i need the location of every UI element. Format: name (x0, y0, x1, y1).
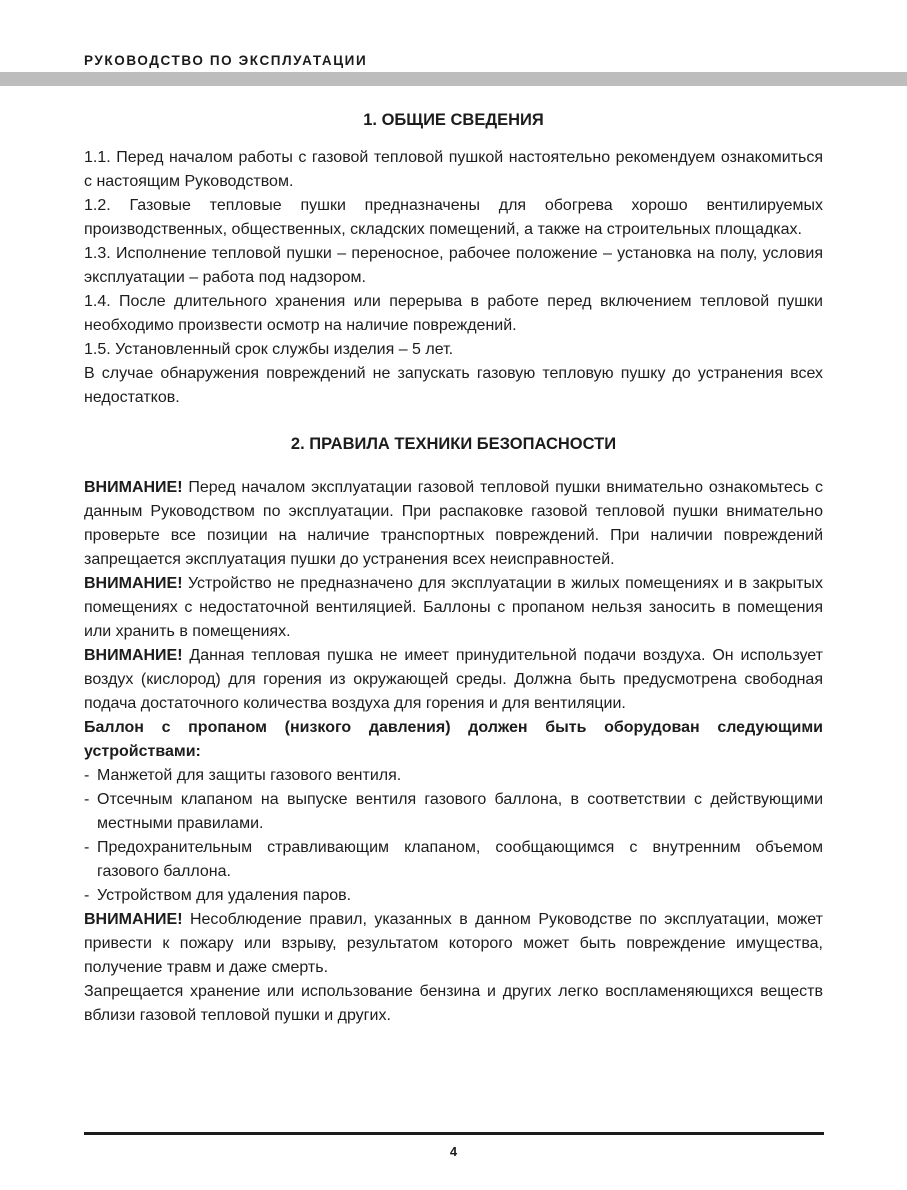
section-2-title: 2. ПРАВИЛА ТЕХНИКИ БЕЗОПАСНОСТИ (290, 435, 617, 453)
list-dash: - (84, 791, 90, 808)
footer-rule (84, 1132, 824, 1135)
final-warning-paragraph (84, 908, 823, 980)
warning-paragraph (84, 644, 823, 716)
device-list (84, 764, 823, 908)
page-number: 4 (449, 1144, 458, 1159)
warning-label: ВНИМАНИЕ! (84, 479, 183, 496)
list-dash: - (84, 767, 90, 784)
paragraph-1-1: 1.1. Перед началом работы с газовой тепловой пушкой настоятельно рекомендуем ознакомиться с настоящим Руководством. (84, 149, 823, 190)
list-item (84, 788, 823, 836)
list-dash: - (84, 839, 90, 856)
list-item (84, 764, 823, 788)
warning-label: ВНИМАНИЕ! (84, 575, 183, 592)
list-item-text: Манжетой для защиты газового вентиля. (97, 767, 402, 784)
header-bar (0, 72, 907, 86)
list-item-text: Устройством для удаления паров. (97, 887, 352, 904)
paragraph-1-5: 1.5. Установленный срок службы изделия – 5 лет. (84, 341, 454, 358)
warning-text: Перед началом эксплуатации газовой тепловой пушки внимательно ознакомьтесь с данным Руководством по эксплуатации. При распаковке газовой тепловой пушки внимательно проверьте все позиции на наличие транспортных повреждений. При наличии повреждений запрещается эксплуатация пушки до устранения всех неисправностей. (84, 479, 823, 568)
warning-label: ВНИМАНИЕ! (84, 647, 183, 664)
list-item-text: Отсечным клапаном на выпуске вентиля газового баллона, в соответствии с действующими местными правилами. (97, 791, 823, 832)
cylinder-requirements-heading: Баллон с пропаном (низкого давления) должен быть оборудован следующими устройствами: (84, 719, 823, 760)
paragraph-1-4: 1.4. После длительного хранения или перерыва в работе перед включением тепловой пушки необходимо произвести осмотр на наличие повреждений. (84, 293, 823, 334)
list-item-text: Предохранительным стравливающим клапаном, сообщающимся с внутренним объемом газового баллона. (97, 839, 823, 880)
warning-label: ВНИМАНИЕ! (84, 911, 183, 928)
prohibition-paragraph: Запрещается хранение или использование бензина и других легко воспламеняющихся веществ вблизи газовой тепловой пушки и других. (84, 983, 823, 1024)
paragraph-1-3: 1.3. Исполнение тепловой пушки – переносное, рабочее положение – установка на полу, условия эксплуатации – работа под надзором. (84, 245, 823, 286)
warning-text: Несоблюдение правил, указанных в данном Руководстве по эксплуатации, может привести к пожару или взрыву, результатом которого может быть повреждение имущества, получение травм и даже смерть. (84, 911, 823, 976)
list-item (84, 884, 823, 908)
warning-paragraph (84, 476, 823, 572)
warning-text: Данная тепловая пушка не имеет принудительной подачи воздуха. Он использует воздух (кислород) для горения из окружающей среды. Должна быть предусмотрена свободная подача достаточного количества воздуха для горения и для вентиляции. (84, 647, 823, 712)
warning-text: Устройство не предназначено для эксплуатации в жилых помещениях и в закрытых помещениях с недостаточной вентиляцией. Баллоны с пропаном нельзя заносить в помещения или хранить в помещениях. (84, 575, 823, 640)
running-header: РУКОВОДСТВО ПО ЭКСПЛУАТАЦИИ (84, 53, 368, 68)
paragraph-damage-note: В случае обнаружения повреждений не запускать газовую тепловую пушку до устранения всех недостатков. (84, 365, 823, 406)
paragraph-1-2: 1.2. Газовые тепловые пушки предназначены для обогрева хорошо вентилируемых производственных, общественных, складских помещений, а также на строительных площадках. (84, 197, 823, 238)
list-dash: - (84, 887, 90, 904)
list-item (84, 836, 823, 884)
section-1-title: 1. ОБЩИЕ СВЕДЕНИЯ (363, 111, 544, 129)
page-content (84, 108, 823, 1028)
warning-paragraph (84, 572, 823, 644)
